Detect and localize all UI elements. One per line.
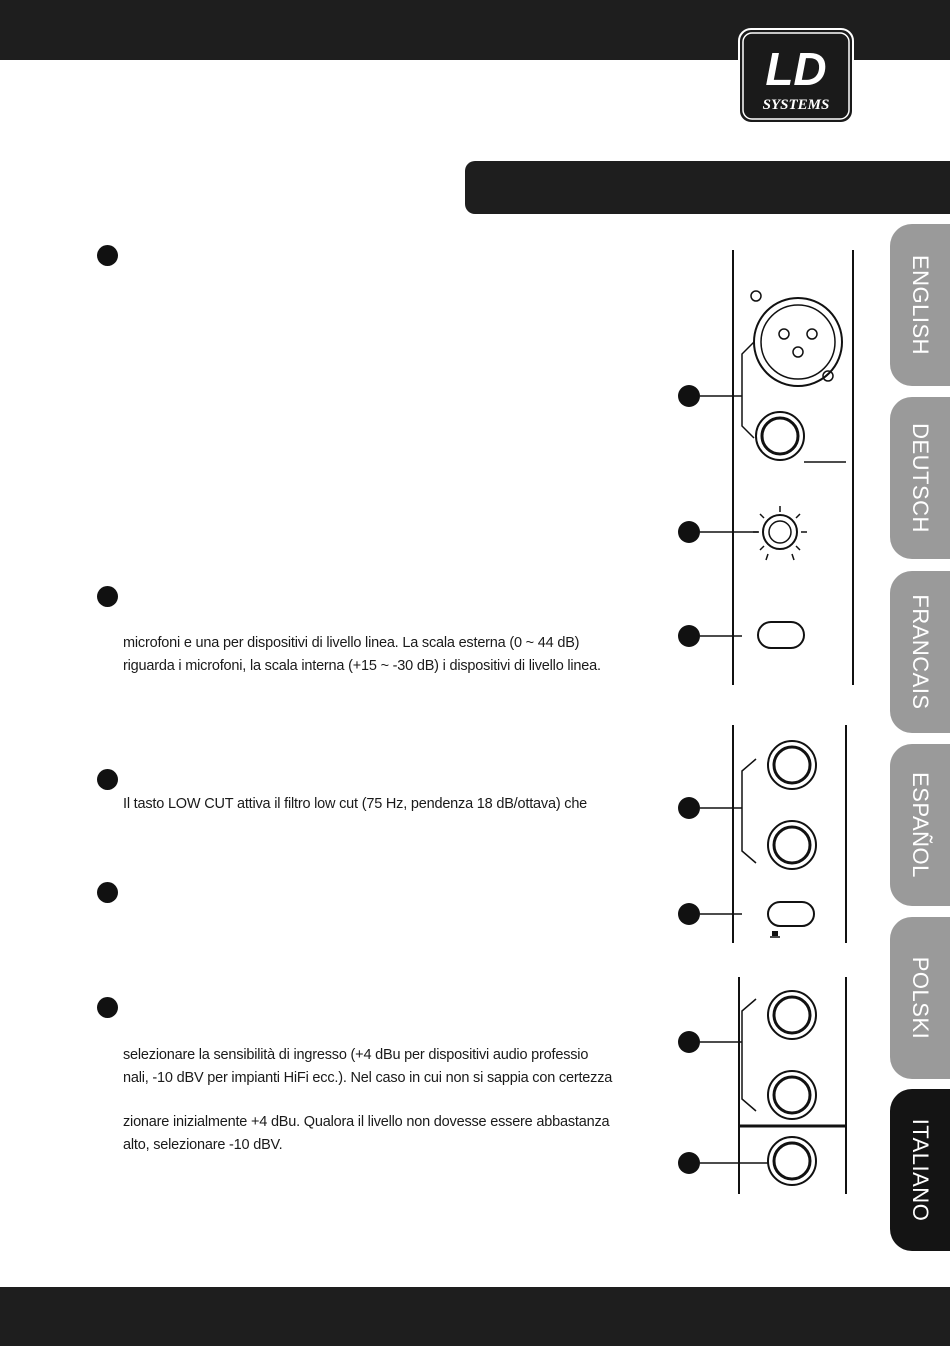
mic-channel-panel-diagram xyxy=(670,250,860,690)
button-icon xyxy=(768,902,814,926)
tab-label: ITALIANO xyxy=(908,1118,933,1222)
text-line: alto, selezionare -10 dBV. xyxy=(123,1137,283,1153)
lowcut-paragraph xyxy=(123,793,663,816)
xlr-connector-icon xyxy=(751,291,842,386)
tab-label: FRANCAIS xyxy=(908,594,933,710)
stereo-input-panel-diagram xyxy=(670,725,860,945)
jack-connector-icon xyxy=(768,1071,816,1119)
tab-italiano[interactable] xyxy=(890,1089,950,1251)
text-line: zionare inizialmente +4 dBu. Qualora il livello non dovesse essere abbastanza xyxy=(123,1114,610,1130)
bullet-4 xyxy=(97,882,118,903)
tab-deutsch[interactable] xyxy=(890,397,950,559)
tab-label: POLSKI xyxy=(908,956,933,1040)
bullet-1 xyxy=(97,245,118,266)
line-input-panel-diagram xyxy=(670,977,860,1197)
text-line: selezionare la sensibilità di ingresso (+4 dBu per dispositivi audio professio xyxy=(123,1047,589,1063)
tab-francais[interactable] xyxy=(890,571,950,733)
svg-text:LD: LD xyxy=(765,43,827,95)
tab-label: ENGLISH xyxy=(908,254,933,356)
tab-label: ESPAÑOL xyxy=(908,772,933,878)
bottom-bar xyxy=(0,1287,950,1346)
jack-connector-icon xyxy=(756,412,804,460)
text-line: nali, -10 dBV per impianti HiFi ecc.). Nel caso in cui non si sappia con certezza xyxy=(123,1070,613,1086)
text-line: Il tasto LOW CUT attiva il filtro low cut (75 Hz, pendenza 18 dB/ottava) che xyxy=(123,796,588,812)
jack-connector-icon xyxy=(768,821,816,869)
tab-label: DEUTSCH xyxy=(908,423,933,533)
bullet-5 xyxy=(97,997,118,1018)
tab-english[interactable] xyxy=(890,224,950,386)
sensitivity-paragraph-2 xyxy=(123,1111,663,1157)
gain-knob-icon xyxy=(753,506,807,560)
jack-connector-icon xyxy=(768,1137,816,1185)
text-line: microfoni e una per dispositivi di livello linea. La scala esterna (0 ~ 44 dB) xyxy=(123,635,580,651)
text-line: riguarda i microfoni, la scala interna (+15 ~ -30 dB) i dispositivi di livello linea. xyxy=(123,658,601,674)
sensitivity-paragraph xyxy=(123,1044,663,1090)
tab-espanol[interactable] xyxy=(890,744,950,906)
bullet-3 xyxy=(97,769,118,790)
section-header-bar xyxy=(465,161,950,214)
gain-paragraph xyxy=(123,632,663,678)
low-cut-button-icon xyxy=(758,622,804,648)
bullet-2 xyxy=(97,586,118,607)
jack-connector-icon xyxy=(768,741,816,789)
tab-polski[interactable] xyxy=(890,917,950,1079)
svg-text:SYSTEMS: SYSTEMS xyxy=(762,97,830,113)
jack-connector-icon xyxy=(768,991,816,1039)
ld-systems-logo xyxy=(737,27,855,125)
